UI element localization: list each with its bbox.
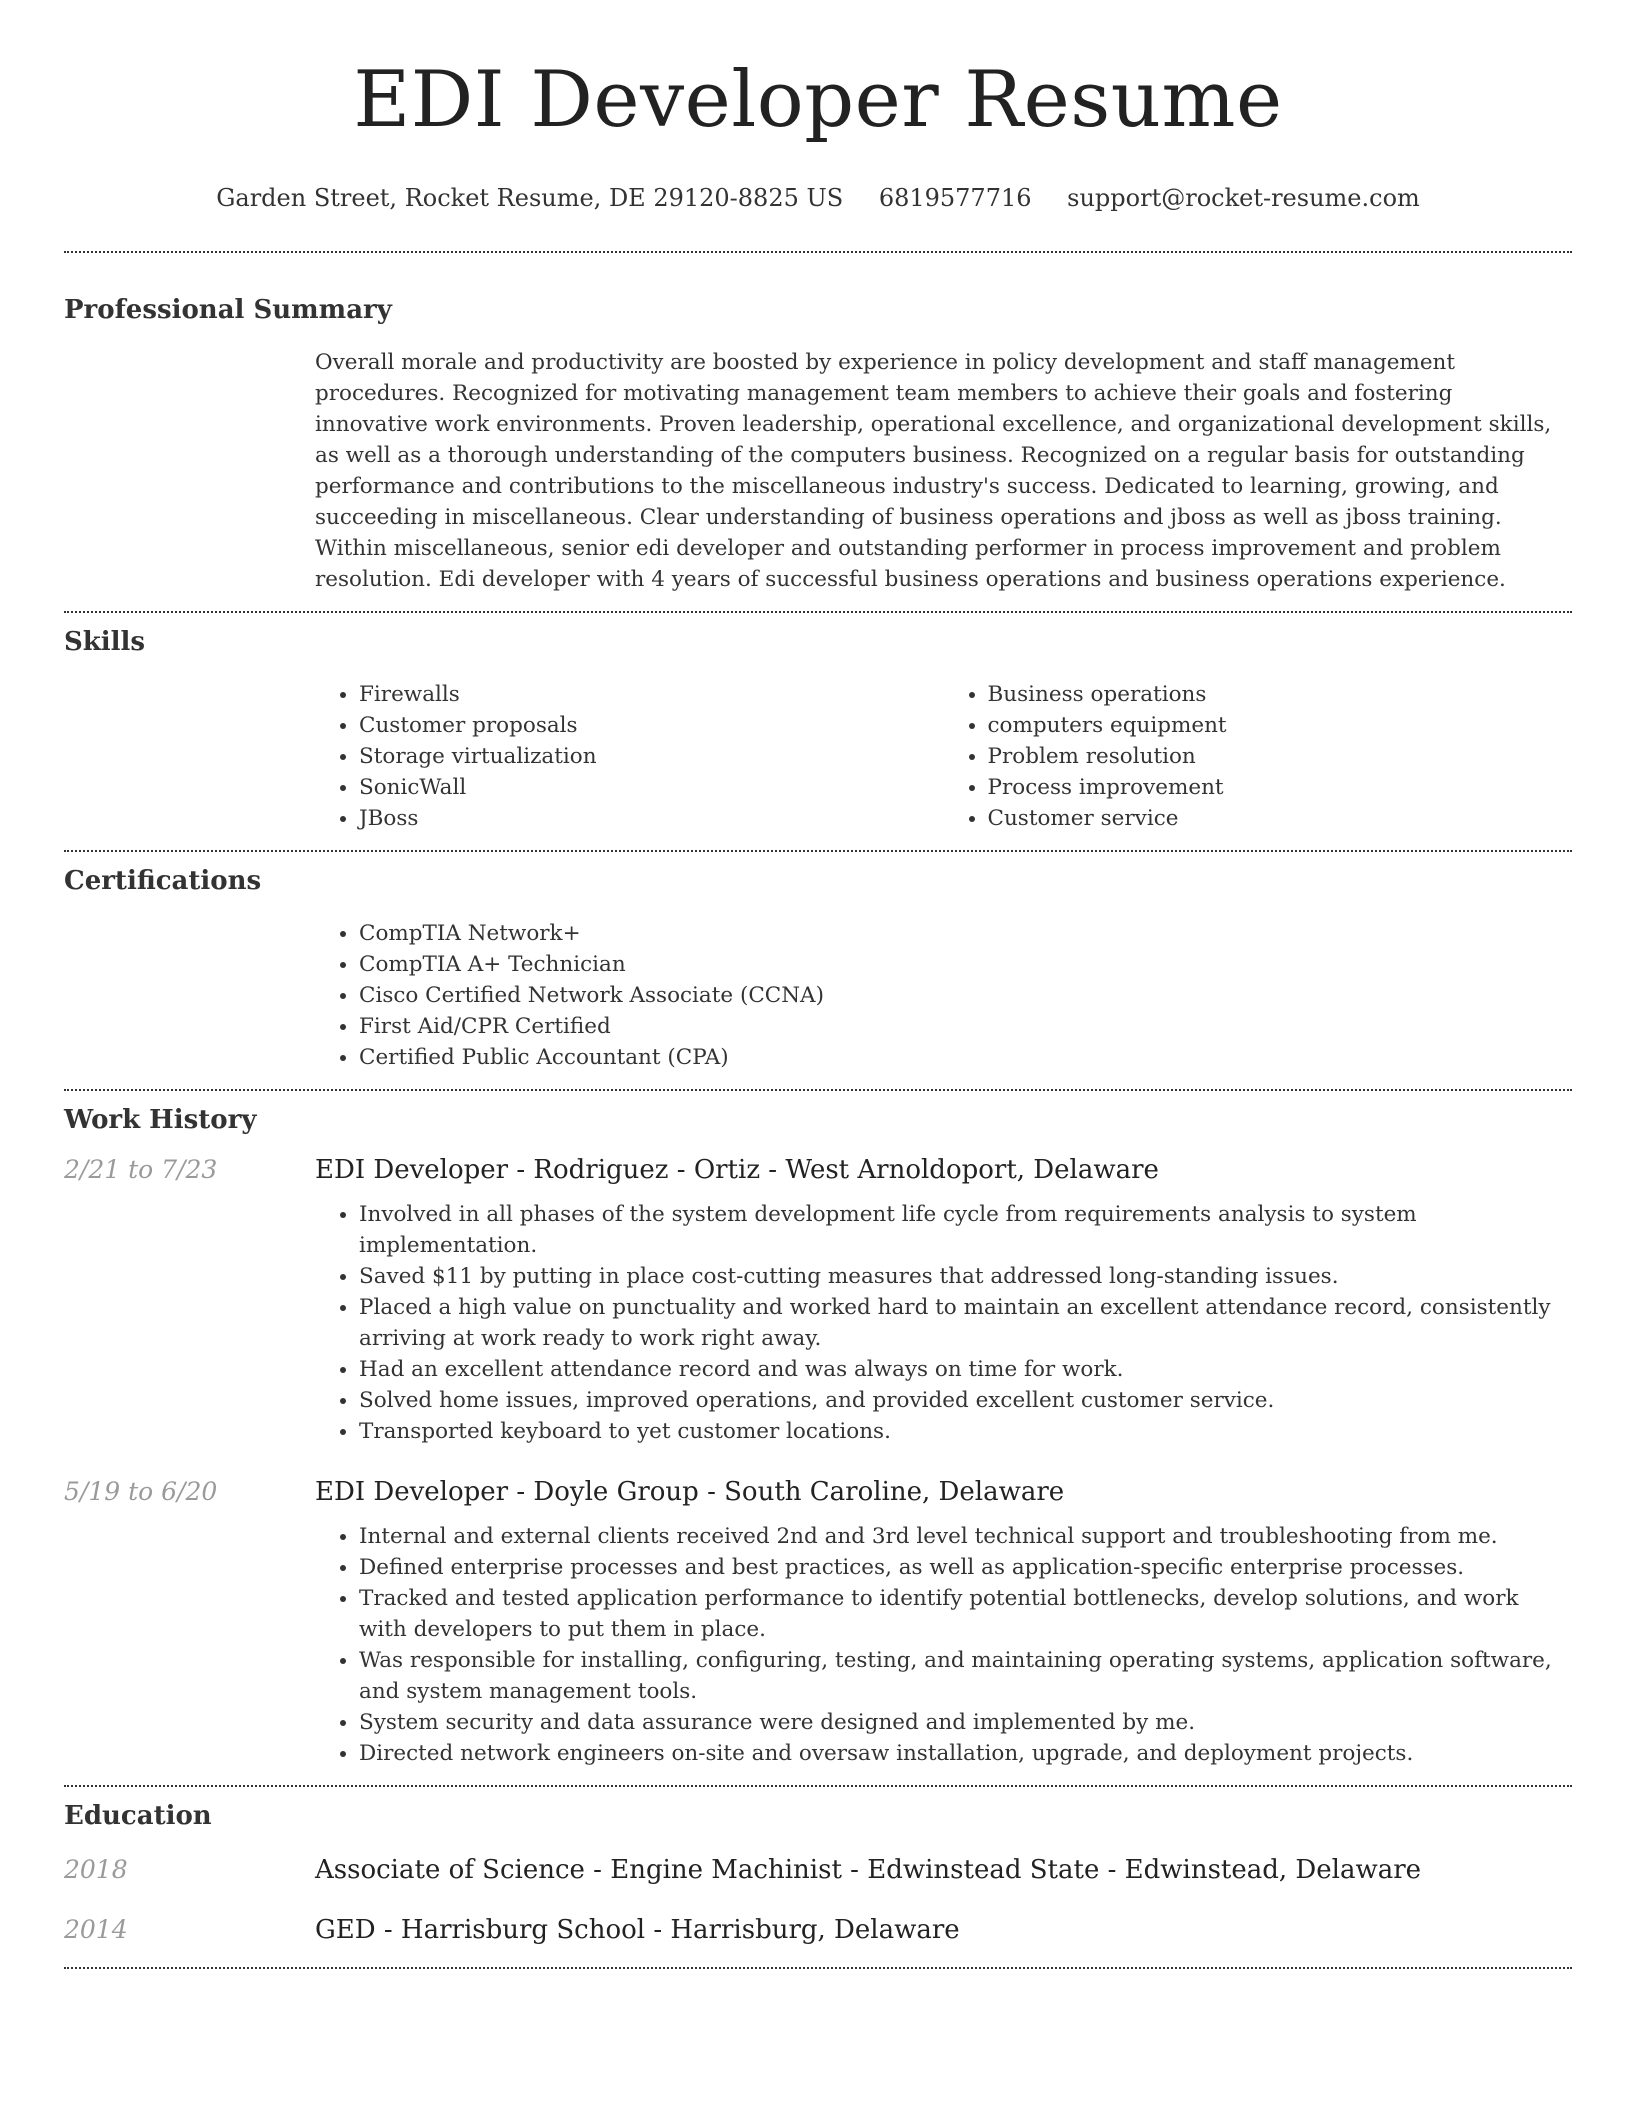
job-date: 5/19 to 6/20 — [64, 1477, 218, 1506]
job-bullet: • Saved $11 by putting in place cost-cutting measures that addressed long-standing issues. — [359, 1261, 1572, 1292]
job-bullets — [315, 1521, 1572, 1769]
education-date: 2014 — [64, 1915, 128, 1944]
certifications-list — [315, 918, 1572, 1073]
certifications-heading: Certifications — [64, 866, 262, 896]
summary-section — [64, 253, 1572, 595]
work-section — [64, 1091, 1572, 1769]
certification-item: • Certified Public Accountant (CPA) — [359, 1042, 1572, 1073]
job-bullet: • Placed a high value on punctuality and worked hard to maintain an excellent attendance record, consistently arriving at work ready to work right away. — [359, 1292, 1572, 1354]
page-title: EDI Developer Resume — [353, 55, 1283, 145]
skill-item: • Problem resolution — [988, 741, 1573, 772]
certification-item: • First Aid/CPR Certified — [359, 1011, 1572, 1042]
certification-item: • CompTIA A+ Technician — [359, 949, 1572, 980]
skill-item: • Firewalls — [359, 679, 944, 710]
education-title: GED - Harrisburg School - Harrisburg, Delaware — [315, 1915, 960, 1945]
job-entry — [64, 1477, 1572, 1769]
certifications-section — [64, 852, 1572, 1073]
skills-list-right — [944, 679, 1573, 834]
job-title: EDI Developer - Rodriguez - Ortiz - West Arnoldoport, Delaware — [315, 1155, 1159, 1185]
skill-item: • JBoss — [359, 803, 944, 834]
skill-item: • Customer proposals — [359, 710, 944, 741]
skill-item: • Customer service — [988, 803, 1573, 834]
divider — [64, 1967, 1572, 1969]
job-entry — [64, 1155, 1572, 1447]
job-bullet: • Solved home issues, improved operations, and provided excellent customer service. — [359, 1385, 1572, 1416]
job-bullets — [315, 1199, 1572, 1447]
skills-list-left — [315, 679, 944, 834]
education-date: 2018 — [64, 1855, 128, 1884]
education-entry — [64, 1855, 1572, 1885]
job-bullet: • Directed network engineers on-site and oversaw installation, upgrade, and deployment projects. — [359, 1738, 1572, 1769]
contact-phone: 6819577716 — [878, 184, 1032, 212]
contact-email: support@rocket-resume.com — [1067, 184, 1420, 212]
skills-heading: Skills — [64, 627, 146, 657]
job-bullet: • Was responsible for installing, configuring, testing, and maintaining operating systems, application software, and system management tools. — [359, 1645, 1572, 1707]
skill-item: • SonicWall — [359, 772, 944, 803]
job-bullet: • Defined enterprise processes and best practices, as well as application-specific enterprise processes. — [359, 1552, 1572, 1583]
job-bullet: • Involved in all phases of the system development life cycle from requirements analysis to system implementation. — [359, 1199, 1572, 1261]
skills-section — [64, 613, 1572, 834]
job-bullet: • Had an excellent attendance record and was always on time for work. — [359, 1354, 1572, 1385]
job-bullet: • System security and data assurance were designed and implemented by me. — [359, 1707, 1572, 1738]
certification-item: • CompTIA Network+ — [359, 918, 1572, 949]
job-bullet: • Internal and external clients received 2nd and 3rd level technical support and troubleshooting from me. — [359, 1521, 1572, 1552]
summary-text: Overall morale and productivity are boosted by experience in policy development and staff management procedures. Recognized for motivating management team members to achieve their goals and fostering innovative work environments. Proven leadership, operational excellence, and organizational development skills, as well as a thorough understanding of the computers business. Recognized on a regular basis for outstanding performance and contributions to the miscellaneous industry's success. Dedicated to learning, growing, and succeeding in miscellaneous. Clear understanding of business operations and jboss as well as jboss training. Within miscellaneous, senior edi developer and outstanding performer in process improvement and problem resolution. Edi developer with 4 years of successful business operations and business operations experience. — [315, 350, 1552, 592]
education-entry — [64, 1915, 1572, 1945]
contact-line — [64, 182, 1572, 214]
certification-item: • Cisco Certified Network Associate (CCNA) — [359, 980, 1572, 1011]
job-date: 2/21 to 7/23 — [64, 1155, 218, 1184]
resume-page — [64, 0, 1572, 1969]
skill-item: • Business operations — [988, 679, 1573, 710]
job-bullet: • Tracked and tested application performance to identify potential bottlenecks, develop solutions, and work with developers to put them in place. — [359, 1583, 1572, 1645]
work-heading: Work History — [64, 1105, 257, 1135]
contact-address: Garden Street, Rocket Resume, DE 29120-8825 US — [216, 184, 844, 212]
job-bullet: • Transported keyboard to yet customer locations. — [359, 1416, 1572, 1447]
education-heading: Education — [64, 1801, 212, 1831]
skill-item: • Storage virtualization — [359, 741, 944, 772]
skill-item: • Process improvement — [988, 772, 1573, 803]
education-title: Associate of Science - Engine Machinist - Edwinstead State - Edwinstead, Delaware — [315, 1855, 1422, 1885]
skill-item: • computers equipment — [988, 710, 1573, 741]
education-section — [64, 1787, 1572, 1945]
summary-heading: Professional Summary — [64, 295, 392, 325]
job-title: EDI Developer - Doyle Group - South Caroline, Delaware — [315, 1477, 1065, 1507]
